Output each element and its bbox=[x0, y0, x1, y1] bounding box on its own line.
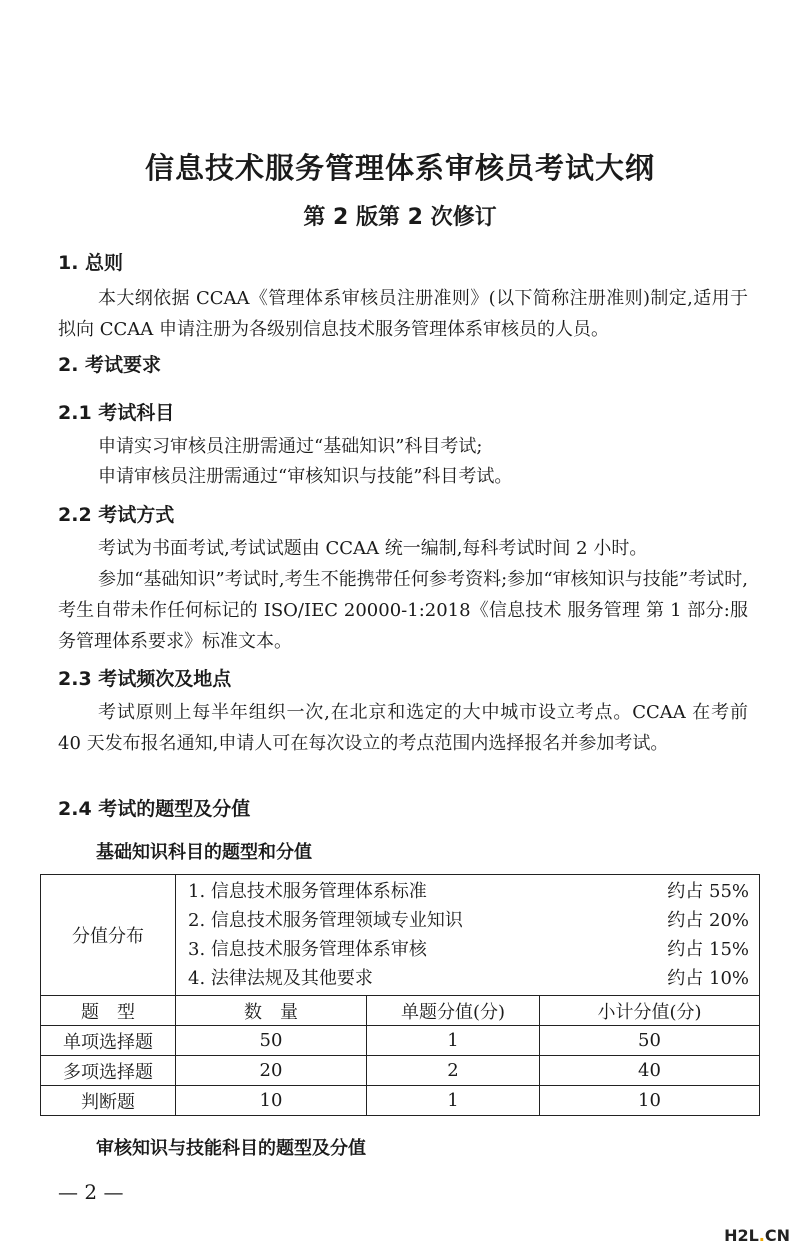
distribution-label: 分值分布 bbox=[41, 875, 176, 996]
watermark-dot: . bbox=[758, 1226, 765, 1245]
distribution-item-text: 2. 信息技术服务管理领域专业知识 bbox=[188, 910, 463, 931]
table-row bbox=[41, 1056, 760, 1086]
table-row bbox=[41, 1026, 760, 1056]
header-quantity: 数 量 bbox=[176, 996, 367, 1026]
section-2-2-para-1: 考试为书面考试,考试试题由 CCAA 统一编制,每科考试时间 2 小时。 bbox=[98, 538, 648, 559]
cell-type: 多项选择题 bbox=[41, 1056, 176, 1086]
cell-type: 判断题 bbox=[41, 1086, 176, 1116]
distribution-item bbox=[188, 877, 749, 906]
distribution-item-share: 约占 55% bbox=[667, 881, 749, 902]
table-basic-caption: 基础知识科目的题型和分值 bbox=[96, 842, 312, 863]
header-question-type: 题 型 bbox=[41, 996, 176, 1026]
section-2-1-line-2: 申请审核员注册需通过“审核知识与技能”科目考试。 bbox=[98, 466, 513, 487]
section-1-heading: 1. 总则 bbox=[58, 252, 124, 274]
distribution-cell bbox=[176, 875, 760, 996]
score-table bbox=[40, 874, 760, 1116]
cell-unit-score: 1 bbox=[367, 1026, 540, 1056]
distribution-item bbox=[188, 935, 749, 964]
cell-subtotal: 50 bbox=[540, 1026, 760, 1056]
table-row bbox=[41, 1086, 760, 1116]
cell-subtotal: 10 bbox=[540, 1086, 760, 1116]
header-subtotal: 小计分值(分) bbox=[540, 996, 760, 1026]
section-2-heading: 2. 考试要求 bbox=[58, 354, 162, 376]
cell-type: 单项选择题 bbox=[41, 1026, 176, 1056]
watermark-logo bbox=[724, 1226, 790, 1245]
cell-quantity: 20 bbox=[176, 1056, 367, 1086]
section-2-1-heading: 2.1 考试科目 bbox=[58, 402, 175, 424]
table-audit-caption: 审核知识与技能科目的题型及分值 bbox=[96, 1138, 366, 1159]
distribution-item-text: 1. 信息技术服务管理体系标准 bbox=[188, 881, 427, 902]
distribution-item-share: 约占 10% bbox=[667, 968, 749, 989]
distribution-item-share: 约占 20% bbox=[667, 910, 749, 931]
section-1-body: 本大纲依据 CCAA《管理体系审核员注册准则》(以下简称注册准则)制定,适用于拟向 CCAA 申请注册为各级别信息技术服务管理体系审核员的人员。 bbox=[58, 288, 748, 340]
watermark-tld: CN bbox=[764, 1226, 790, 1245]
table-header-row bbox=[41, 996, 760, 1026]
section-2-1-line-1: 申请实习审核员注册需通过“基础知识”科目考试; bbox=[98, 436, 483, 457]
distribution-item bbox=[188, 906, 749, 935]
cell-quantity: 50 bbox=[176, 1026, 367, 1056]
distribution-item-text: 3. 信息技术服务管理体系审核 bbox=[188, 939, 427, 960]
section-2-2-heading: 2.2 考试方式 bbox=[58, 504, 175, 526]
section-2-3-body: 考试原则上每半年组织一次,在北京和选定的大中城市设立考点。CCAA 在考前 40 天发布报名通知,申请人可在每次设立的考点范围内选择报名并参加考试。 bbox=[58, 702, 748, 754]
section-2-2-para-2: 参加“基础知识”考试时,考生不能携带任何参考资料;参加“审核知识与技能”考试时,考生自带未作任何标记的 ISO/IEC 20000-1:2018《信息技术 服务管理 第 1 部分:服务管理体系要求》标准文本。 bbox=[58, 569, 748, 652]
header-unit-score: 单题分值(分) bbox=[367, 996, 540, 1026]
cell-quantity: 10 bbox=[176, 1086, 367, 1116]
document-title: 信息技术服务管理体系审核员考试大纲 bbox=[144, 151, 655, 185]
distribution-item-text: 4. 法律法规及其他要求 bbox=[188, 968, 373, 989]
page-number: — 2 — bbox=[58, 1180, 124, 1204]
distribution-item bbox=[188, 964, 749, 993]
distribution-row bbox=[41, 875, 760, 996]
cell-unit-score: 2 bbox=[367, 1056, 540, 1086]
distribution-item-share: 约占 15% bbox=[667, 939, 749, 960]
cell-unit-score: 1 bbox=[367, 1086, 540, 1116]
watermark-brand: H2L bbox=[724, 1226, 759, 1245]
section-2-3-heading: 2.3 考试频次及地点 bbox=[58, 668, 232, 690]
document-subtitle: 第 2 版第 2 次修订 bbox=[303, 205, 497, 230]
cell-subtotal: 40 bbox=[540, 1056, 760, 1086]
section-2-4-heading: 2.4 考试的题型及分值 bbox=[58, 798, 251, 820]
